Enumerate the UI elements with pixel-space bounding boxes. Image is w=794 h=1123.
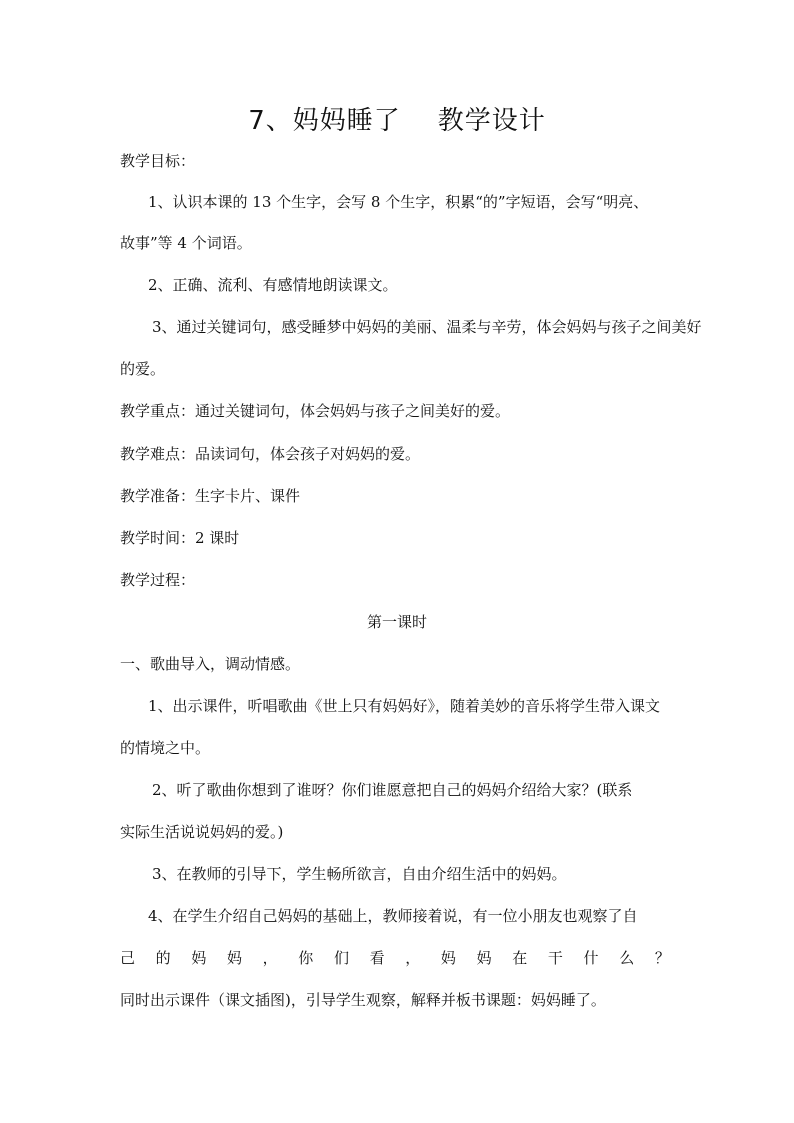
step-4-char: 么 bbox=[619, 949, 635, 967]
goal-1-line-1: 1、认识本课的 13 个生字，会写 8 个生字，积累“的”字短语，会写“明亮、 bbox=[148, 193, 649, 211]
difficulty: 教学难点：品读词句，体会孩子对妈妈的爱。 bbox=[120, 445, 421, 463]
key-point: 教学重点：通过关键词句，体会妈妈与孩子之间美好的爱。 bbox=[120, 402, 511, 420]
step-4-char: 看 bbox=[369, 949, 385, 967]
section-1-heading: 一、歌曲导入，调动情感。 bbox=[120, 655, 301, 673]
goal-3-line-2: 的爱。 bbox=[120, 360, 166, 378]
step-4-char: 妈 bbox=[440, 949, 456, 967]
step-4-char: 什 bbox=[583, 949, 599, 967]
teaching-time: 教学时间：2 课时 bbox=[120, 529, 240, 547]
step-4-char: ， bbox=[405, 949, 421, 967]
document-title: 7、妈妈睡了 教学设计 bbox=[248, 106, 546, 136]
goal-2: 2、正确、流利、有感情地朗读课文。 bbox=[148, 276, 398, 294]
step-2-line-2: 实际生活说说妈妈的爱。) bbox=[120, 823, 284, 841]
step-1-line-2: 的情境之中。 bbox=[120, 739, 211, 757]
step-1-line-1: 1、出示课件，听唱歌曲《世上只有妈妈好》，随着美妙的音乐将学生带入课文 bbox=[148, 697, 661, 715]
step-4-char: 干 bbox=[547, 949, 563, 967]
step-4-line-3: 同时出示课件（课文插图)，引导学生观察，解释并板书课题：妈妈睡了。 bbox=[120, 991, 606, 1009]
goals-heading: 教学目标： bbox=[120, 152, 196, 170]
step-4-line-2 bbox=[120, 948, 670, 968]
process-heading: 教学过程： bbox=[120, 571, 196, 589]
goal-1-line-2: 故事”等 4 个词语。 bbox=[120, 234, 252, 252]
step-2-line-1: 2、听了歌曲你想到了谁呀？你们谁愿意把自己的妈妈介绍给大家？(联系 bbox=[152, 781, 633, 799]
step-4-char: 妈 bbox=[191, 949, 207, 967]
step-3: 3、在教师的引导下，学生畅所欲言，自由介绍生活中的妈妈。 bbox=[152, 865, 567, 883]
preparation: 教学准备：生字卡片、课件 bbox=[120, 487, 301, 505]
step-4-char: 的 bbox=[155, 949, 171, 967]
goal-3-line-1: 3、通过关键词句，感受睡梦中妈妈的美丽、温柔与辛劳，体会妈妈与孩子之间美好 bbox=[152, 318, 702, 336]
step-4-char: 妈 bbox=[226, 949, 242, 967]
step-4-char: 妈 bbox=[476, 949, 492, 967]
step-4-line-1: 4、在学生介绍自己妈妈的基础上，教师接着说，有一位小朋友也观察了自 bbox=[148, 907, 638, 925]
step-4-char: 你 bbox=[298, 949, 314, 967]
step-4-char: ？ bbox=[654, 949, 670, 967]
step-4-char: 在 bbox=[512, 949, 528, 967]
step-4-char: ， bbox=[262, 949, 278, 967]
step-4-char: 们 bbox=[333, 949, 349, 967]
step-4-char: 己 bbox=[120, 949, 136, 967]
lesson-heading: 第一课时 bbox=[366, 613, 427, 631]
